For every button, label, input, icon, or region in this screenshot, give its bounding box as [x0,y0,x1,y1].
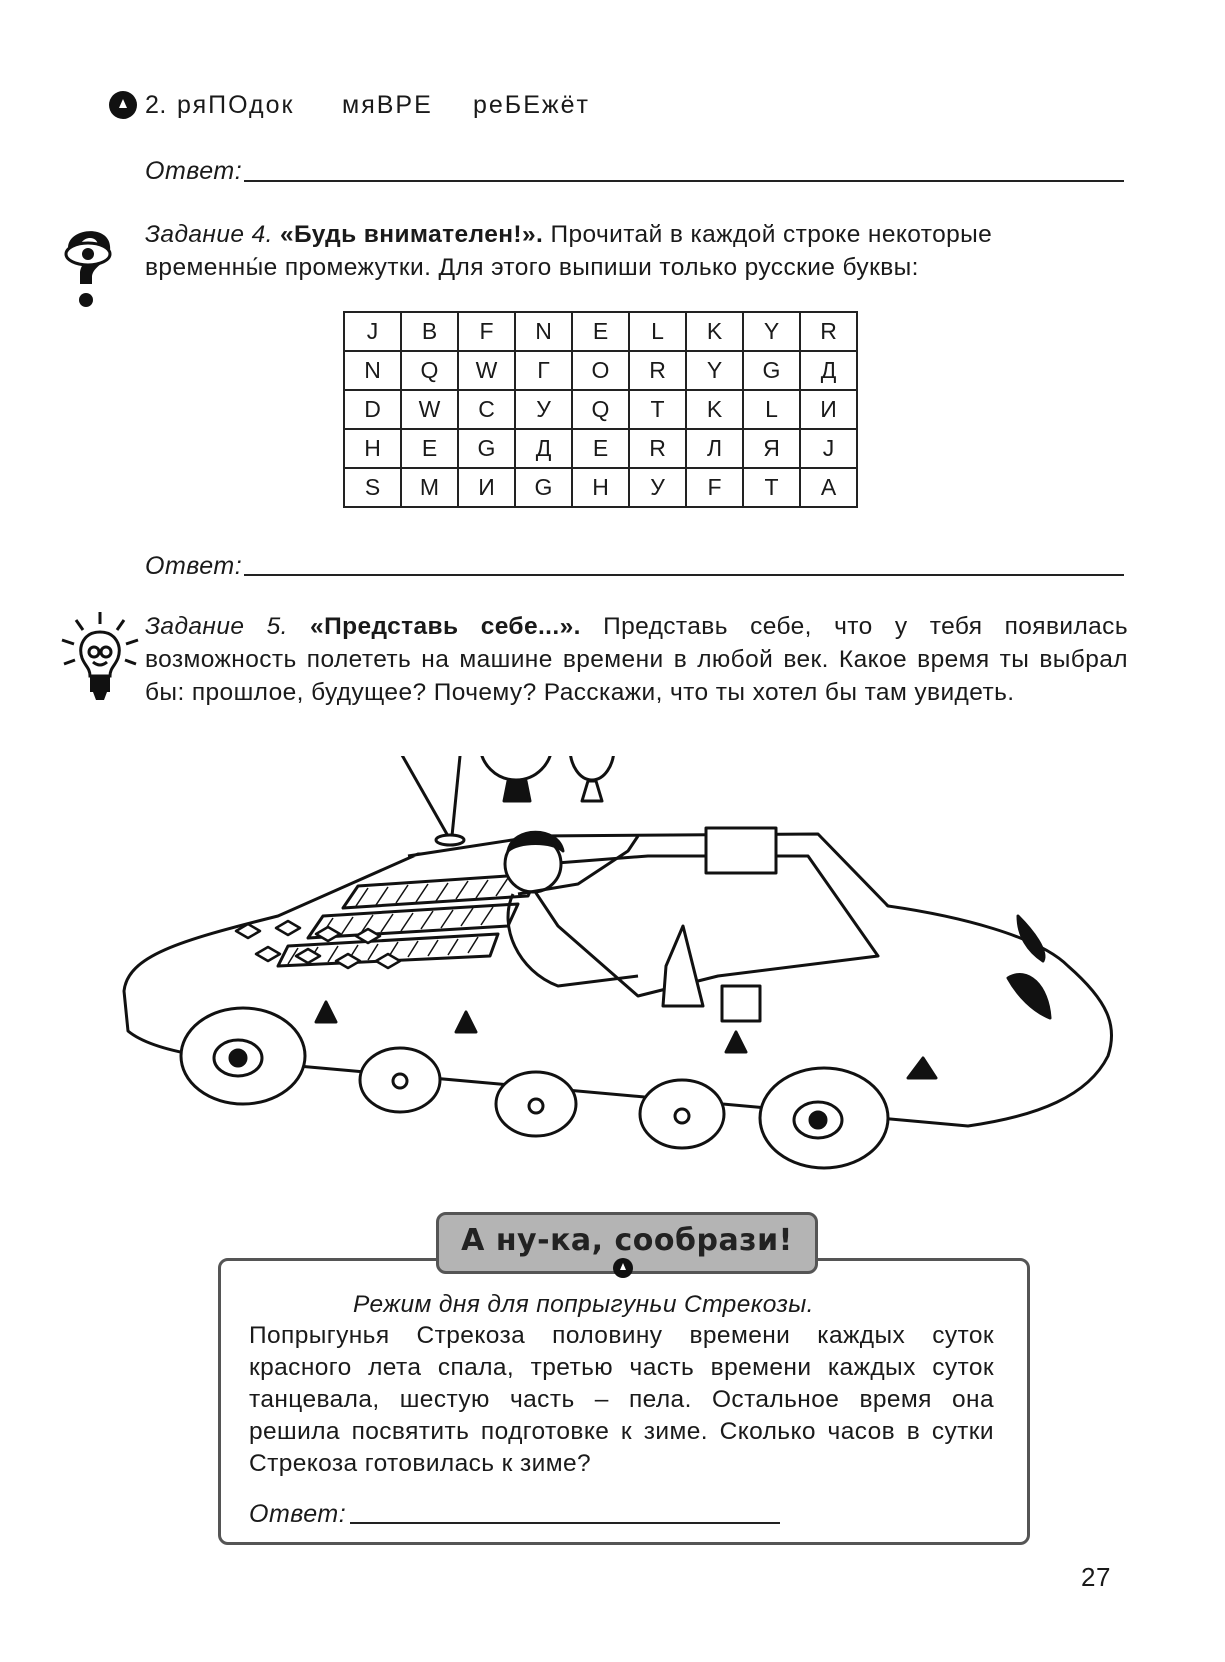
time-machine-car-illustration [118,756,1128,1176]
grid-cell: И [800,390,857,429]
grid-cell: Q [572,390,629,429]
task-4-instruction-line-1: Прочитай в каждой строке некоторые [550,221,993,248]
grid-cell: N [344,351,401,390]
grid-cell: E [572,312,629,351]
task-5-instruction-rest: возможность полететь на машине времени в любой век. Какое время ты выбрал бы: прошлое, будущее? Почему? Расскажи, что ты хотел бы там увидеть. [145,646,1128,706]
grid-row [344,429,857,468]
grid-cell: G [515,468,572,507]
task-4-text [145,218,1128,284]
task-4-title: «Будь внимателен!». [280,221,544,248]
grid-cell: W [401,390,458,429]
grid-cell: Q [401,351,458,390]
grid-cell: G [743,351,800,390]
exercise-2-word-1: ряПОдок [177,91,295,119]
grid-row [344,468,857,507]
puzzle-box-title: А ну-ка, сообрази! [436,1212,818,1274]
grid-cell: Y [686,351,743,390]
page-number: 27 [1081,1562,1111,1592]
grid-cell: F [686,468,743,507]
puzzle-box-answer-label: Ответ: [249,1500,347,1528]
grid-cell: G [458,429,515,468]
grid-cell: W [458,351,515,390]
grid-cell: T [629,390,686,429]
task-5-title: «Представь себе...». [310,613,581,640]
grid-cell: E [572,429,629,468]
grid-cell: R [629,351,686,390]
grid-cell: И [458,468,515,507]
task-4-answer-line[interactable] [244,574,1124,576]
exercise-2-answer-line[interactable] [244,180,1124,182]
task-5-text [145,610,1128,709]
grid-cell: C [458,390,515,429]
grid-cell: Л [686,429,743,468]
grid-cell: D [344,390,401,429]
grid-cell: Y [743,312,800,351]
grid-row [344,390,857,429]
grid-cell: Д [515,429,572,468]
puzzle-box-subtitle: Режим дня для попрыгуньи Стрекозы. [353,1291,814,1318]
grid-cell: O [572,351,629,390]
black-circle-marker-icon [612,1257,634,1279]
grid-row [344,351,857,390]
lightbulb-icon [60,610,140,705]
task-4-title-number: Задание 4. [145,221,273,248]
letter-grid [343,311,858,508]
grid-cell: Д [800,351,857,390]
task-5-instruction-line-1: Представь себе, что у тебя появилась [603,613,1128,640]
grid-cell: У [629,468,686,507]
grid-cell: F [458,312,515,351]
exercise-2-answer-label: Ответ: [145,157,243,185]
grid-cell: E [401,429,458,468]
grid-row [344,312,857,351]
grid-cell: N [515,312,572,351]
grid-cell: K [686,390,743,429]
question-mark-eye-icon [58,220,118,310]
task-4-instruction-line-2: временны́е промежутки. Для этого выпиши только русские буквы: [145,254,919,281]
grid-cell: R [800,312,857,351]
grid-cell: H [344,429,401,468]
grid-cell: T [743,468,800,507]
grid-cell: J [344,312,401,351]
exercise-2-word-3: реБЕжёт [473,91,590,119]
grid-cell: У [515,390,572,429]
grid-cell: K [686,312,743,351]
grid-cell: L [743,390,800,429]
grid-cell: S [344,468,401,507]
grid-cell: M [401,468,458,507]
grid-cell: A [800,468,857,507]
grid-cell: H [572,468,629,507]
grid-cell: R [629,429,686,468]
puzzle-box-answer-line[interactable] [350,1522,780,1524]
task-5-title-number: Задание 5. [145,613,288,640]
grid-cell: B [401,312,458,351]
puzzle-box-text: Попрыгунья Стрекоза половину времени каждых суток красного лета спала, третью часть времени каждых суток танцевала, шестую часть – пела. Остальное время она решила посвятить подготовке к зиме. Сколько часов в сутки Стрекоза готовилась к зиме? [249,1322,994,1477]
grid-cell: L [629,312,686,351]
grid-cell: J [800,429,857,468]
black-circle-marker-icon [108,90,138,120]
exercise-2-word-2: мяВРЕ [342,91,433,119]
task-4-answer-label: Ответ: [145,552,243,580]
exercise-2-number: 2. [145,91,167,119]
grid-cell: Я [743,429,800,468]
grid-cell: Г [515,351,572,390]
